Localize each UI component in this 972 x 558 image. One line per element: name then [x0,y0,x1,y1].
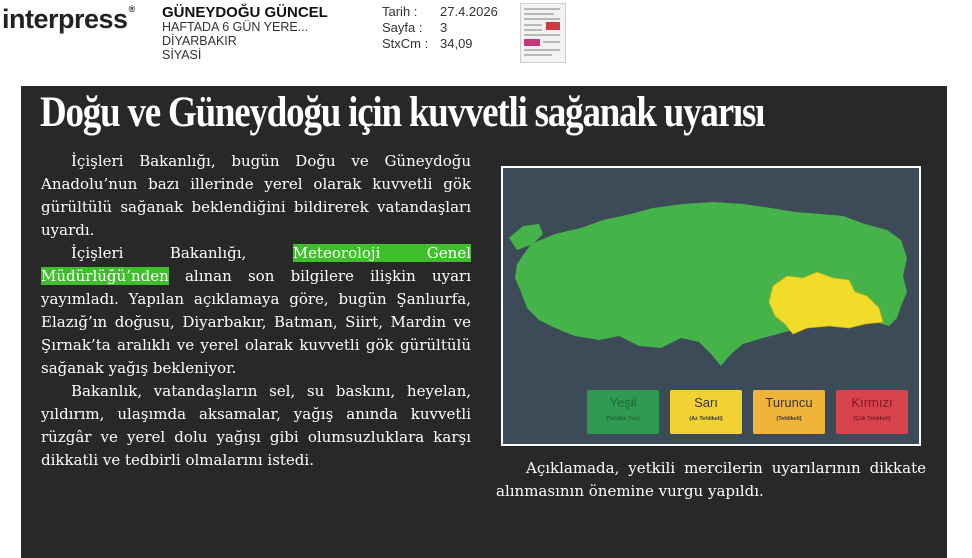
publication-name: GÜNEYDOĞU GÜNCEL [162,4,328,21]
paragraph-3: Bakanlık, vatandaşların sel, su baskını, heyelan, yıldırım, ulaşımda aksamalar, yağış anında kuvvetli rüzgâr ve yerel dolu yağışı gibi olumsuzluklara karşı dikkatli ve tedbirli olmalarını istedi. [41,382,471,469]
clipping-meta [382,4,498,52]
paragraph-2: İçişleri Bakanlığı, Meteoroloji Genel Müdürlüğü’nden alınan son bilgilere ilişkin uyarı yayımladı. Yapılan açıklamaya göre, bugün Şanlıurfa, Elazığ’ın doğusu, Diyarbakır, Batman, Siirt, Mardin ve Şırnak’ta aralıklı ve yerel olarak kuvvetli gök gürültülü sağanak yağış bekleniyor. [41,244,471,377]
keyword-highlight: Meteoroloji Genel Müdürlüğü’nden [41,244,471,285]
publication-info [162,5,372,62]
meta-row-date: Tarih : 27.4.2026 [382,4,498,19]
article-headline: Doğu ve Güneydoğu için kuvvetli sağanak uyarısı [40,89,765,136]
weather-warning-map [501,166,921,446]
meta-row-stxcm: StxCm : 34,09 [382,36,473,51]
paragraph-1: İçişleri Bakanlığı, bugün Doğu ve Güneydoğu Anadolu’nun bazı illerinde yerel olarak kuvvetli gök gürültülü sağanak beklendiğini bildirerek vatandaşları uyardı. [41,152,471,239]
article-column-right: Açıklamada, yetkili mercilerin uyarılarının dikkate alınmasının önemine vurgu yapıldı. [496,459,926,500]
page-thumbnail[interactable] [520,3,566,63]
publication-city: DİYARBAKIR [162,34,237,48]
legend-item-sari: Sarı (Az Tehlikeli) [689,395,723,422]
legend-item-turuncu: Turuncu (Tehlikeli) [765,395,813,422]
article-column-left [41,150,471,472]
publication-frequency: HAFTADA 6 GÜN YERE... [162,20,309,34]
interpress-logo: interpress® [2,4,135,34]
publication-category: SİYASİ [162,48,202,62]
legend-item-kirmizi: Kırmızı (Çok Tehlikeli) [851,395,893,422]
meta-row-page: Sayfa : 3 [382,20,448,35]
legend-item-yesil: Yeşil (Tehlike Yok) [606,395,640,422]
